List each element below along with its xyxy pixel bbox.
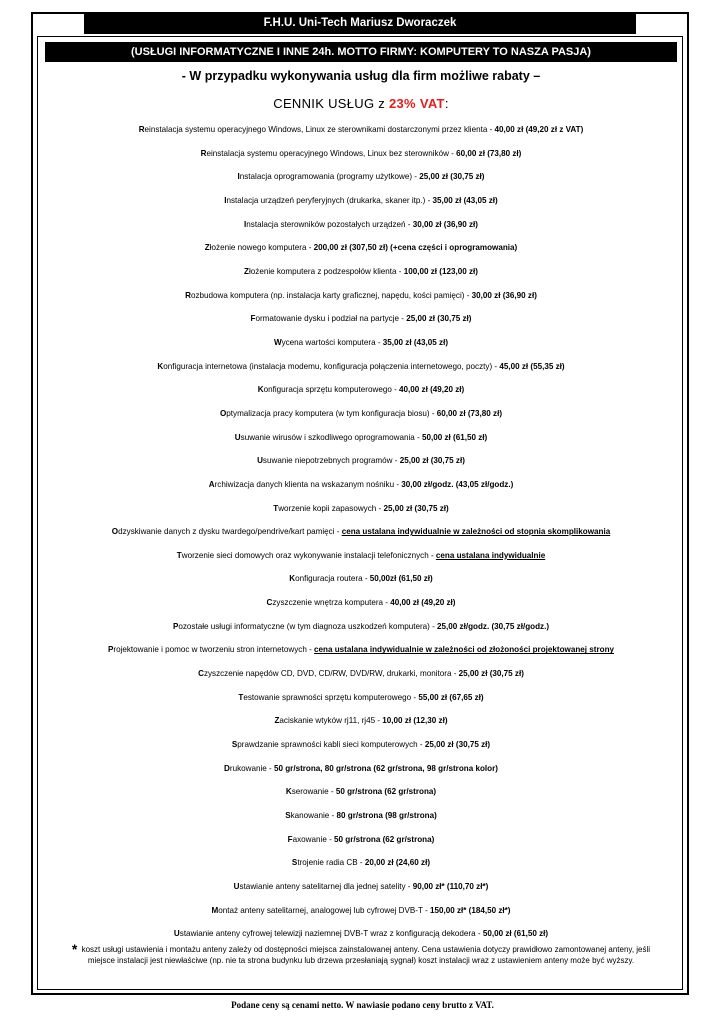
service-description: ozbudowa komputera (np. instalacja karty graficznej, napędu, kości pamięci) - bbox=[190, 290, 472, 300]
price-list-heading-prefix: CENNIK USŁUG z bbox=[273, 96, 389, 111]
service-price: 40,00 zł (49,20 zł) bbox=[390, 598, 456, 608]
service-list bbox=[45, 123, 677, 951]
service-row bbox=[45, 904, 677, 928]
service-row bbox=[45, 880, 677, 904]
service-row bbox=[45, 738, 677, 762]
service-description: onfiguracja routera - bbox=[295, 574, 370, 584]
service-description: worzenie kopii zapasowych - bbox=[278, 503, 384, 513]
service-price: 25,00 zł (30,75 zł) bbox=[424, 740, 491, 750]
service-initial: O bbox=[219, 408, 227, 418]
service-description: ycena wartości komputera - bbox=[281, 337, 383, 347]
service-initial: U bbox=[234, 432, 241, 442]
service-row bbox=[45, 762, 677, 786]
service-row bbox=[45, 502, 677, 526]
service-row bbox=[45, 691, 677, 715]
service-row bbox=[45, 549, 677, 573]
service-price: 40,00 zł (49,20 zł) bbox=[399, 385, 465, 395]
service-price: 100,00 zł (123,00 zł) bbox=[403, 266, 478, 276]
service-initial: F bbox=[250, 314, 256, 324]
service-description: worzenie sieci domowych oraz wykonywanie instalacji telefonicznych - bbox=[181, 550, 436, 560]
service-initial: T bbox=[176, 550, 182, 560]
service-description: kanowanie - bbox=[290, 811, 337, 821]
service-price: 30,00 zł (36,90 zł) bbox=[471, 290, 537, 300]
service-initial: W bbox=[273, 337, 282, 347]
discount-note: - W przypadku wykonywania usług dla firm możliwe rabaty – bbox=[181, 69, 541, 83]
service-initial: R bbox=[185, 290, 191, 300]
service-price: 150,00 zł* (184,50 zł*) bbox=[429, 905, 511, 915]
service-price: 80 gr/strona (98 gr/strona) bbox=[336, 811, 437, 821]
service-price: 25,00 zł/godz. (30,75 zł/godz.) bbox=[437, 621, 550, 631]
service-description: nstalacja oprogramowania (programy użytkowe) - bbox=[239, 172, 420, 182]
service-initial: C bbox=[198, 669, 204, 679]
service-price: cena ustalana indywidualnie bbox=[435, 550, 546, 560]
service-initial: Z bbox=[274, 716, 280, 726]
service-row bbox=[45, 170, 677, 194]
service-description: rojektowanie i pomoc w tworzeniu stron internetowych - bbox=[113, 645, 315, 655]
service-description: ozostałe usługi informatyczne (w tym diagnoza uszkodzeń komputera) - bbox=[178, 621, 438, 631]
footnote-text: koszt usługi ustawienia i montażu anteny zależy od dostępności miejsca zainstalowanej anteny. Cena ustawienia dotyczy prawidłowo zamontowanej anteny, jeśli miejsce instalacji jest niewłaściwe (np. nie ta strona budynku lub drzewa przesłaniają sygnał) koszt instalacji wraz z ustawieniem anteny może być wyższy. bbox=[79, 945, 651, 965]
service-price: 50 gr/strona (62 gr/strona) bbox=[334, 834, 435, 844]
service-row bbox=[45, 714, 677, 738]
service-row bbox=[45, 194, 677, 218]
service-description: stawianie anteny satelitarnej dla jednej satelity - bbox=[239, 882, 413, 891]
service-price: 55,00 zł (67,65 zł) bbox=[418, 692, 484, 702]
service-description: łożenie komputera z podzespołów klienta - bbox=[248, 266, 404, 276]
service-initial: K bbox=[285, 787, 292, 797]
motto-banner: (USŁUGI INFORMATYCZNE I INNE 24h. MOTTO FIRMY: KOMPUTERY TO NASZA PASJA) bbox=[45, 42, 677, 62]
service-description: einstalacja systemu operacyjnego Windows, Linux ze sterownikami dostarczonymi przez klienta - bbox=[144, 125, 495, 134]
price-list-heading bbox=[45, 96, 677, 111]
service-row bbox=[45, 620, 677, 644]
service-initial: I bbox=[224, 195, 227, 205]
service-description: onfiguracja sprzętu komputerowego - bbox=[263, 385, 400, 395]
price-list-heading-suffix: : bbox=[444, 96, 449, 111]
service-row bbox=[45, 525, 677, 549]
service-description: dzyskiwanie danych z dysku twardego/pendrive/kart pamięci - bbox=[118, 527, 342, 537]
antenna-footnote bbox=[60, 941, 662, 966]
service-description: ormatowanie dysku i podział na partycje - bbox=[255, 314, 407, 324]
service-initial: U bbox=[233, 882, 240, 891]
service-price: 60,00 zł (73,80 zł) bbox=[456, 148, 522, 158]
service-row bbox=[45, 123, 677, 147]
service-price: 20,00 zł (24,60 zł) bbox=[364, 858, 431, 868]
service-price: 45,00 zł (55,35 zł) bbox=[499, 361, 565, 371]
service-initial: K bbox=[257, 385, 264, 395]
service-row bbox=[45, 289, 677, 313]
service-initial: K bbox=[289, 574, 296, 584]
service-row bbox=[45, 241, 677, 265]
service-price: 90,00 zł* (110,70 zł*) bbox=[412, 882, 489, 891]
service-row bbox=[45, 856, 677, 880]
service-price: 30,00 zł (36,90 zł) bbox=[412, 219, 478, 229]
service-row bbox=[45, 218, 677, 242]
service-price: 50,00 zł (61,50 zł) bbox=[482, 929, 549, 939]
service-initial: R bbox=[200, 148, 207, 158]
service-initial: S bbox=[291, 858, 298, 868]
service-row bbox=[45, 833, 677, 857]
service-row bbox=[45, 478, 677, 502]
service-description: nstalacja sterowników pozostałych urządzeń - bbox=[246, 219, 413, 229]
service-initial: K bbox=[157, 361, 164, 371]
service-description: suwanie niepotrzebnych programów - bbox=[262, 456, 400, 466]
service-price: 60,00 zł (73,80 zł) bbox=[436, 408, 503, 418]
service-price: 50 gr/strona (62 gr/strona) bbox=[335, 787, 437, 797]
service-initial: I bbox=[244, 219, 247, 229]
service-price: 25,00 zł (30,75 zł) bbox=[399, 456, 465, 466]
service-description: nstalacja urządzeń peryferyjnych (drukarka, skaner itp.) - bbox=[226, 195, 433, 205]
service-row bbox=[45, 785, 677, 809]
service-price: 35,00 zł (43,05 zł) bbox=[382, 337, 449, 347]
service-initial: U bbox=[257, 456, 263, 466]
service-initial: I bbox=[237, 172, 240, 182]
service-description: ptymalizacja pracy komputera (w tym konfiguracja biosu) - bbox=[226, 408, 437, 418]
service-row bbox=[45, 454, 677, 478]
service-initial: T bbox=[238, 692, 244, 702]
service-initial: Z bbox=[244, 266, 249, 276]
service-description: zyszczenie wnętrza komputera - bbox=[272, 598, 391, 608]
company-name-banner: F.H.U. Uni-Tech Mariusz Dworaczek bbox=[84, 13, 636, 34]
service-initial: U bbox=[173, 929, 180, 939]
service-description: trojenie radia CB - bbox=[297, 858, 365, 868]
service-description: suwanie wirusów i szkodliwego oprogramowania - bbox=[240, 432, 422, 442]
service-initial: D bbox=[224, 763, 230, 773]
service-row bbox=[45, 643, 677, 667]
service-row bbox=[45, 147, 677, 171]
service-description: stawianie anteny cyfrowej telewizji naziemnej DVB-T wraz z konfiguracją dekodera - bbox=[179, 929, 483, 939]
service-price: 25,00 zł (30,75 zł) bbox=[458, 669, 524, 679]
service-row bbox=[45, 667, 677, 691]
service-initial: O bbox=[111, 527, 119, 537]
service-initial: T bbox=[273, 503, 279, 513]
service-description: serowanie - bbox=[291, 787, 336, 797]
service-description: rukowanie - bbox=[229, 763, 274, 773]
service-price: 25,00 zł (30,75 zł) bbox=[383, 503, 449, 513]
service-row bbox=[45, 431, 677, 455]
service-initial: M bbox=[211, 905, 219, 915]
service-description: aciskanie wtyków rj11, rj45 - bbox=[279, 716, 383, 726]
service-description: axowanie - bbox=[292, 834, 335, 844]
service-initial: S bbox=[285, 811, 291, 821]
service-description: einstalacja systemu operacyjnego Windows, Linux bez sterowników - bbox=[206, 148, 457, 158]
service-row bbox=[45, 596, 677, 620]
service-row bbox=[45, 407, 677, 431]
service-price: 40,00 zł (49,20 zł z VAT) bbox=[494, 125, 584, 134]
service-description: prawdzanie sprawności kabli sieci komputerowych - bbox=[237, 740, 425, 750]
service-description: łożenie nowego komputera - bbox=[209, 243, 314, 253]
service-row bbox=[45, 383, 677, 407]
service-description: zyszczenie napędów CD, DVD, CD/RW, DVD/RW, drukarki, monitora - bbox=[203, 669, 459, 679]
service-initial: R bbox=[138, 125, 145, 134]
vat-rate: 23% VAT bbox=[389, 96, 445, 111]
service-initial: P bbox=[107, 645, 114, 655]
service-row bbox=[45, 360, 677, 384]
service-initial: A bbox=[208, 479, 215, 489]
service-price: 30,00 zł/godz. (43,05 zł/godz.) bbox=[401, 479, 514, 489]
service-initial: Z bbox=[204, 243, 210, 253]
service-row bbox=[45, 572, 677, 596]
service-price: 25,00 zł (30,75 zł) bbox=[406, 314, 472, 324]
service-price: cena ustalana indywidualnie w zależności od złożoności projektowanej strony bbox=[314, 645, 615, 655]
service-price: 50,00zł (61,50 zł) bbox=[369, 574, 433, 584]
service-initial: S bbox=[231, 740, 238, 750]
service-price: 25,00 zł (30,75 zł) bbox=[419, 172, 485, 182]
service-price: 200,00 zł (307,50 zł) (+cena części i oprogramowania) bbox=[313, 243, 518, 253]
service-row bbox=[45, 265, 677, 289]
service-row bbox=[45, 809, 677, 833]
service-initial: C bbox=[266, 598, 273, 608]
service-price: cena ustalana indywidualnie w zależności od stopnia skomplikowania bbox=[341, 527, 611, 537]
service-price: 10,00 zł (12,30 zł) bbox=[382, 716, 448, 726]
service-description: estowanie sprawności sprzętu komputerowego - bbox=[243, 692, 419, 702]
service-initial: P bbox=[172, 621, 179, 631]
service-description: rchiwizacja danych klienta na wskazanym nośniku - bbox=[214, 479, 402, 489]
service-row bbox=[45, 312, 677, 336]
service-row bbox=[45, 336, 677, 360]
service-description: onfiguracja internetowa (instalacja modemu, konfiguracja połączenia internetowego, poczty) - bbox=[163, 361, 500, 371]
service-price: 50,00 zł (61,50 zł) bbox=[421, 432, 488, 442]
service-price: 35,00 zł (43,05 zł) bbox=[432, 195, 498, 205]
service-price: 50 gr/strona, 80 gr/strona (62 gr/strona, 98 gr/strona kolor) bbox=[273, 763, 498, 773]
footnote-star: * bbox=[71, 941, 78, 957]
price-footer: Podane ceny są cenami netto. W nawiasie podano ceny brutto z VAT. bbox=[231, 1000, 494, 1010]
service-description: ontaż anteny satelitarnej, analogowej lub cyfrowej DVB-T - bbox=[218, 905, 430, 915]
service-initial: F bbox=[287, 834, 293, 844]
